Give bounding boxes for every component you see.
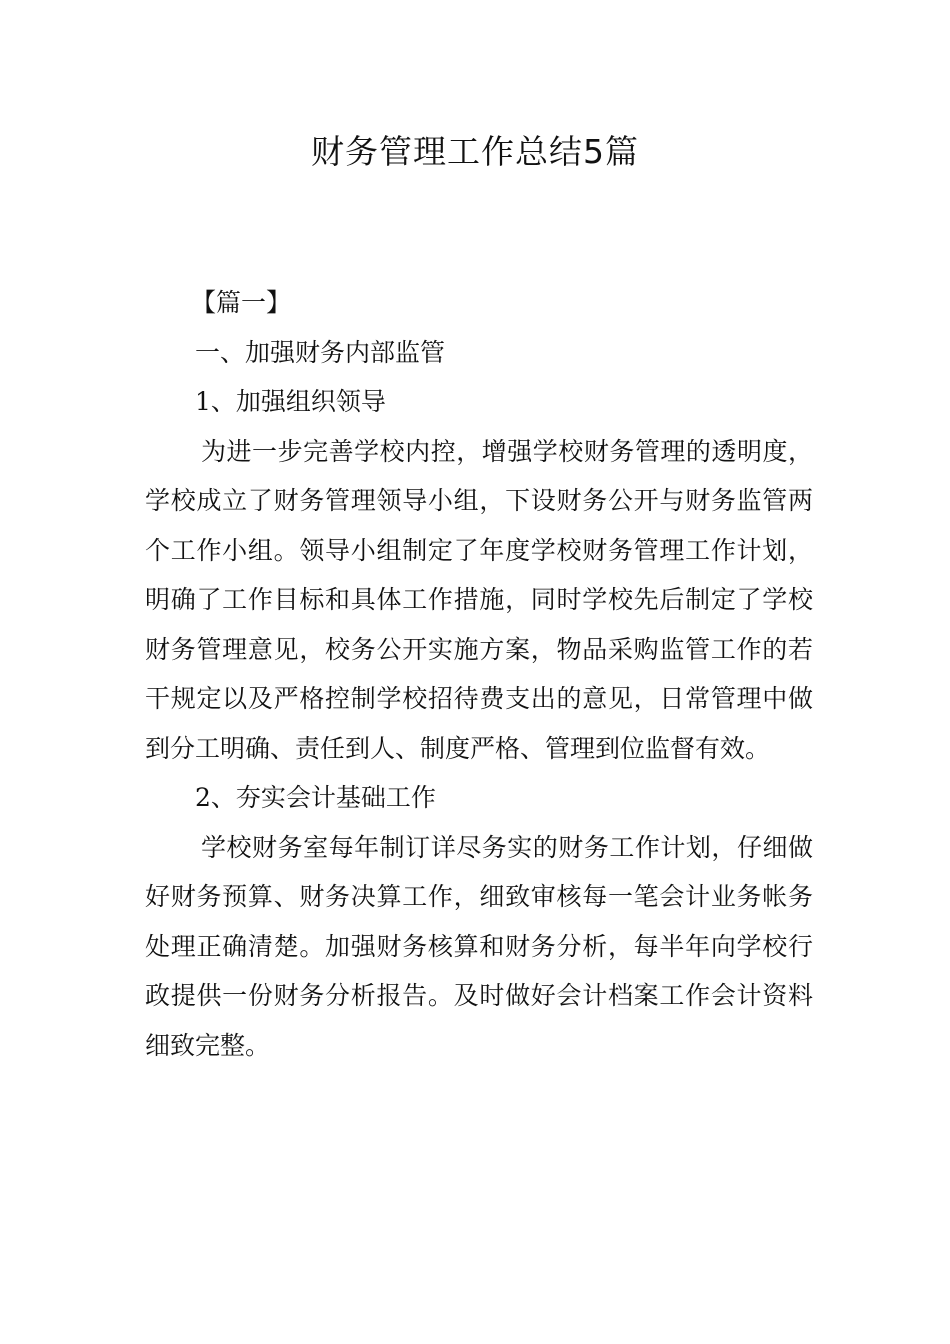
paragraph-accounting: 学校财务室每年制订详尽务实的财务工作计划，仔细做好财务预算、财务决算工作，细致审核每一笔会计业务帐务处理正确清楚。加强财务核算和财务分析，每半年向学校行政提供一份财务分析报告。及时做好会计档案工作会计资料细致完整。	[145, 832, 813, 1060]
document-body	[145, 278, 813, 1070]
subheading-organization: 1、加强组织领导	[195, 387, 386, 416]
subheading-accounting: 2、夯实会计基础工作	[195, 783, 436, 812]
section-heading: 一、加强财务内部监管	[195, 337, 446, 367]
document-title: 财务管理工作总结5篇	[311, 132, 639, 171]
paragraph-organization: 为进一步完善学校内控，增强学校财务管理的透明度，学校成立了财务管理领导小组，下设财务公开与财务监管两个工作小组。领导小组制定了年度学校财务管理工作计划，明确了工作目标和具体工作措施，同时学校先后制定了学校财务管理意见，校务公开实施方案，物品采购监管工作的若干规定以及严格控制学校招待费支出的意见，日常管理中做到分工明确、责任到人、制度严格、管理到位监督有效。	[145, 436, 813, 763]
section-mark: 【篇一】	[191, 288, 292, 317]
